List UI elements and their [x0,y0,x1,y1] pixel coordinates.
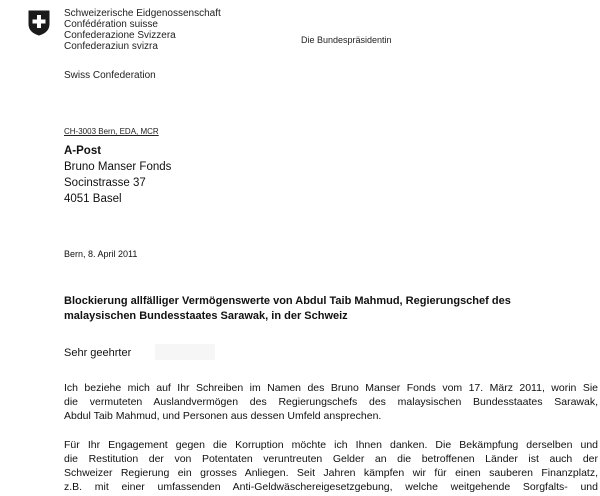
department-name: Die Bundespräsidentin [301,35,392,45]
english-federation-name: Swiss Confederation [64,70,156,81]
paragraph-2 [64,438,598,494]
sender-line: CH-3003 Bern, EDA, MCR [64,127,159,136]
paragraph-line: Abdul Taib Mahmud, und Personen aus dessen Umfeld ansprechen. [64,410,382,422]
paragraph-line: die vermuteten Auslandvermögen des Regierungschefs des malaysischen Bundesstaates Sarawak, [64,396,598,408]
address-line: 4051 Basel [64,193,122,205]
federation-line: Schweizerische Eidgenossenschaft [64,8,221,19]
federation-line: Confederazione Svizzera [64,30,176,41]
salutation: Sehr geehrter [64,347,132,359]
delivery-type: A-Post [64,145,102,157]
paragraph-line: Ich beziehe mich auf Ihr Schreiben im Namen des Bruno Manser Fonds vom 17. März 2011, worin Sie [64,382,598,394]
subject-line: malaysischen Bundesstaates Sarawak, in der Schweiz [64,310,348,322]
crest-cross-horizontal [33,20,46,24]
paragraph-line: die Restitution der von Potentaten veruntreuten Gelder an die betroffenen Länder ist auch der [64,453,598,465]
paragraph-line: z.B. mit einer umfassenden Anti-Geldwäschereigesetzgebung, welche weitgehende Sorgfalts- und [64,481,598,493]
subject-line: Blockierung allfälliger Vermögenswerte von Abdul Taib Mahmud, Regierungschef des [64,295,511,307]
recipient-address [64,159,171,207]
paragraph-line: Schweizer Regierung ein grosses Anliegen. Seit Jahren kämpfen wir für einen sauberen Finanzplatz, [64,467,598,479]
swiss-crest-icon [28,10,50,36]
federation-line: Confederaziun svizra [64,41,158,52]
federation-line: Confédération suisse [64,19,158,30]
paragraph-line: Für Ihr Engagement gegen die Korruption möchte ich Ihnen danken. Die Bekämpfung derselben und [64,439,598,451]
address-line: Bruno Manser Fonds [64,161,172,173]
federation-names [64,8,221,52]
address-line: Socinstrasse 37 [64,177,146,189]
letter-date: Bern, 8. April 2011 [64,249,138,259]
redacted-name [155,344,215,360]
paragraph-1 [64,381,598,423]
letter-subject [64,294,594,324]
